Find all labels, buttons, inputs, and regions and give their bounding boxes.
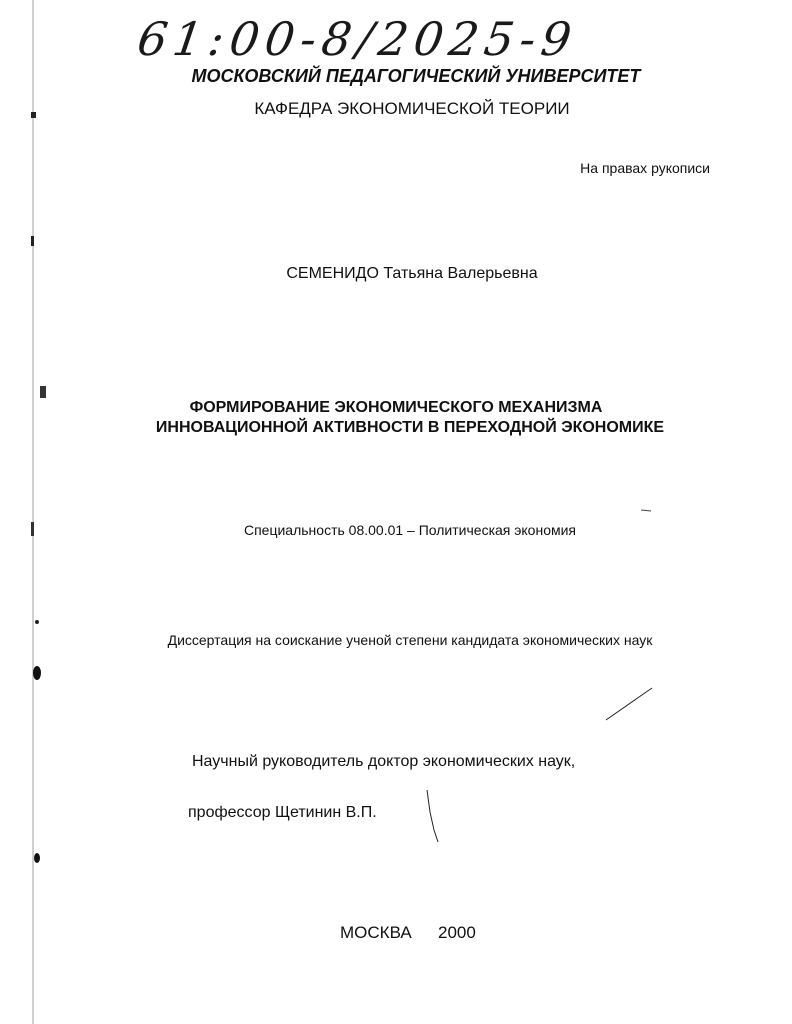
scan-speck (34, 853, 40, 863)
scan-speck (31, 112, 36, 118)
scan-speck (31, 522, 34, 536)
author-name: СЕМЕНИДО Татьяна Валерьевна (286, 265, 538, 282)
department-name: КАФЕДРА ЭКОНОМИЧЕСКОЙ ТЕОРИИ (254, 99, 570, 118)
pen-stroke (641, 510, 651, 511)
speciality-line: Специальность 08.00.01 – Политическая экономия (243, 522, 577, 538)
handwritten-archive-code: 61:00-8/2025-9 (134, 12, 581, 66)
supervisor-line-1: Научный руководитель доктор экономических наук, (192, 753, 576, 770)
year-label: 2000 (438, 923, 476, 942)
thesis-title-line-1: ФОРМИРОВАНИЕ ЭКОНОМИЧЕСКОГО МЕХАНИЗМА (189, 399, 603, 416)
thesis-title-line-2: ИННОВАЦИОННОЙ АКТИВНОСТИ В ПЕРЕХОДНОЙ ЭКОНОМИКЕ (155, 419, 665, 436)
pen-stroke (606, 688, 652, 720)
dissertation-degree-note: Диссертация на соискание ученой степени кандидата экономических наук (167, 632, 653, 648)
city-label: МОСКВА (340, 923, 412, 942)
manuscript-rights-note: На правах рукописи (580, 160, 710, 176)
pen-stroke (427, 790, 438, 842)
scan-speck (40, 386, 46, 398)
university-name: МОСКОВСКИЙ ПЕДАГОГИЧЕСКИЙ УНИВЕРСИТЕТ (191, 66, 641, 86)
supervisor-line-2: профессор Щетинин В.П. (188, 804, 377, 821)
scan-speck (33, 666, 41, 680)
scan-speck (35, 620, 39, 624)
scan-speck (31, 236, 34, 246)
